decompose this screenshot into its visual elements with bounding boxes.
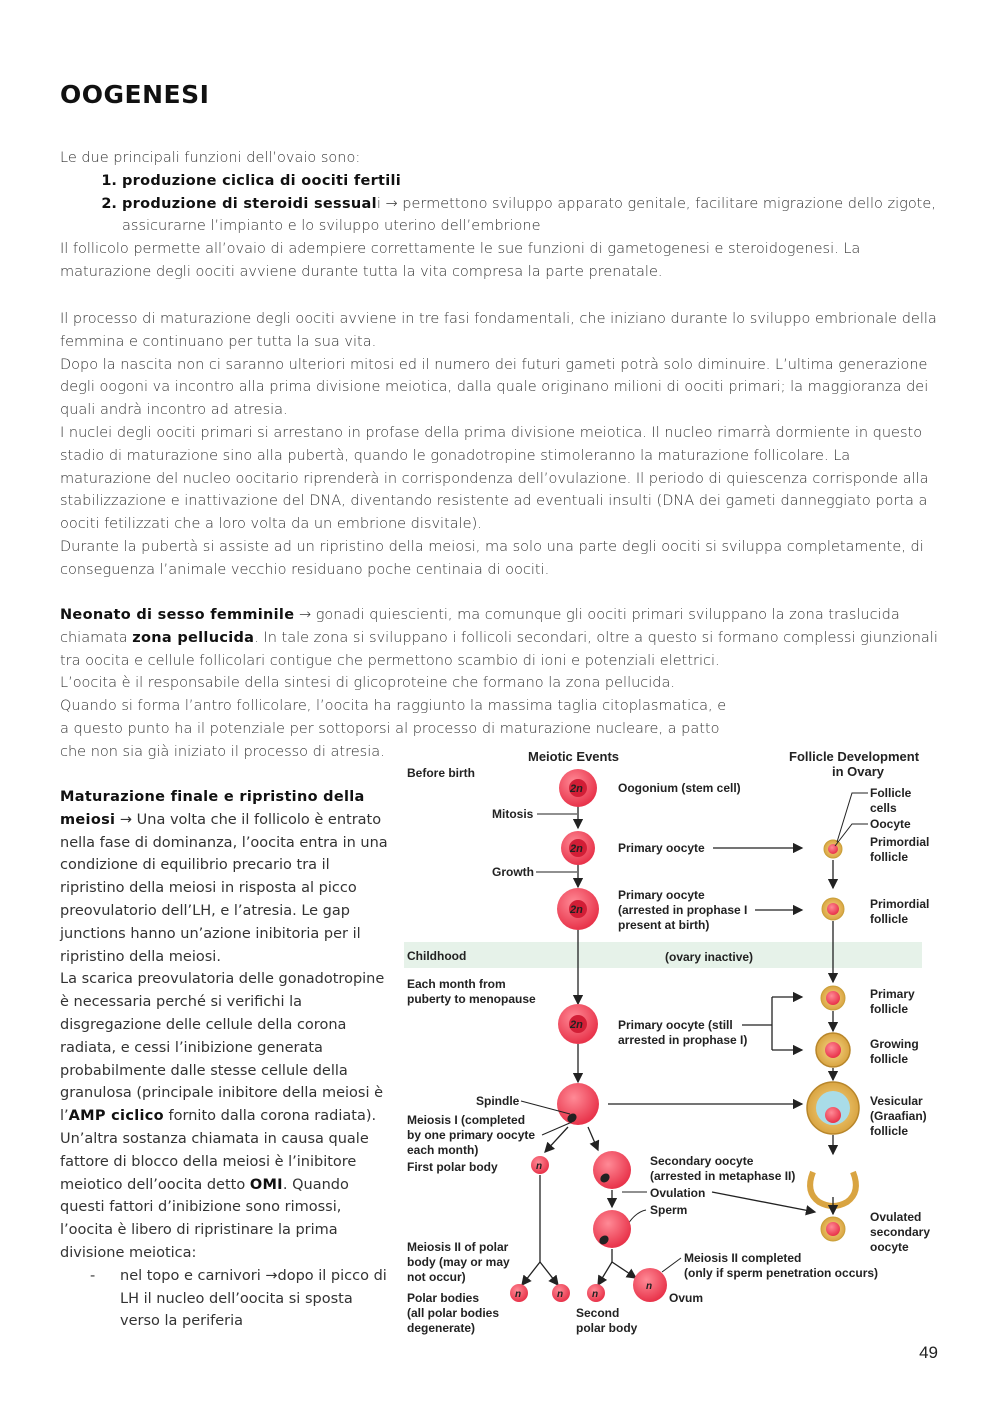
still-arrested-label: Primary oocyte (still: [618, 1018, 733, 1032]
label-2n: 2n: [570, 843, 583, 855]
spindle-label: Spindle: [476, 1094, 520, 1108]
primary-arrested-label: Primary oocyte: [618, 888, 705, 902]
second-polar-body-label: Second: [576, 1306, 620, 1320]
intro-section: [60, 147, 940, 284]
label-n: n: [592, 1289, 599, 1300]
mitosis-label: Mitosis: [492, 807, 534, 821]
meiosis-ii-completed-label: Meiosis II completed: [684, 1251, 802, 1265]
primary-arrested-label-2: (arrested in prophase I: [618, 903, 748, 917]
label-2n: 2n: [570, 904, 583, 916]
label-2n: 2n: [570, 783, 583, 795]
paragraph: L’oocita è il responsabile della sintesi di glicoproteine che formano la zona pellucida.: [60, 675, 676, 692]
maturation-section: [60, 308, 940, 582]
intro-text: Le due principali funzioni dell’ovaio sono:: [60, 150, 361, 166]
paragraph: Il processo di maturazione degli oociti avviene in tre fasi fondamentali, che iniziano durante lo sviluppo embrionale della femmina e continuano per tutta la sua vita.: [60, 311, 937, 350]
vesicular-follicle-label-2: (Graafian): [870, 1109, 927, 1123]
page-number: 49: [919, 1343, 938, 1362]
ovary-inactive-label: (ovary inactive): [665, 950, 754, 964]
primary-follicle-label-2: follicle: [870, 1002, 909, 1016]
label-n: n: [557, 1289, 564, 1300]
bold-term: AMP ciclico: [68, 1108, 164, 1125]
second-polar-body-label-2: polar body: [576, 1321, 638, 1335]
ovulated-label-2: secondary: [870, 1225, 931, 1239]
paragraph: Il follicolo permette all’ovaio di adempiere correttamente le sue funzioni di gametogenesi e steroidogenesi. La maturazione degli oociti avviene durante tutta la vita compresa la parte prenatale.: [60, 241, 861, 280]
paragraph: I nuclei degli oociti primari si arrestano in profase della prima divisione meiotica. Il nucleo rimarrà dormiente in questo stadio di maturazione sino alla pubertà, quando le gonadotropine stimoleranno la maturazione follicolare. La maturazione del nucleo oocitario riprenderà in corrispondenza dell’ovulazione. Il periodo di quiescenza corrisponde alla stabilizzazione e inattivazione del DNA, diventando resistente ad eventuali insulti (DNA dei gameti danneggiato porta a oociti fetilizzati che a loro volta da un embrione disvitale).: [60, 424, 929, 533]
bold-term: OMI: [249, 1176, 283, 1193]
newborn-section: [60, 604, 940, 764]
primary-arrested-label-3: present at birth): [618, 918, 710, 932]
ovum-label: Ovum: [669, 1291, 704, 1305]
polar-bodies-label-3: degenerate): [407, 1321, 476, 1335]
growth-label: Growth: [492, 865, 534, 879]
meiosis-i-cell: [557, 1083, 599, 1125]
primordial-follicle-label: Primordial: [870, 835, 930, 849]
list-item-text: i → permettono sviluppo apparato genitale, facilitare migrazione dello zigote, assicurarne l’impianto e lo sviluppo uterino dell’embrione: [122, 195, 936, 235]
follicle-cells-label-2: cells: [870, 801, 897, 815]
functions-list: [60, 170, 940, 238]
meiosis-i-label-2: by one primary oocyte: [407, 1128, 536, 1142]
fertilized-oocyte-cell: [593, 1210, 631, 1248]
meiosis-i-label-3: each month): [407, 1143, 479, 1157]
growing-follicle-label: Growing: [870, 1037, 919, 1051]
bold-term: Neonato di sesso femminile: [60, 607, 295, 623]
paragraph: Dopo la nascita non ci saranno ulteriori mitosi ed il numero dei futuri gameti potrà solo diminuire. L’ultima generazione degli oogoni va incontro alla prima divisione meiotica, dalla quale originano milioni di oociti primari; la maggioranza dei quali andrà incontro ad atresia.: [60, 356, 929, 419]
sperm-label: Sperm: [650, 1203, 688, 1217]
polar-bodies-label-2: (all polar bodies: [407, 1306, 500, 1320]
page-title: OOGENESI: [60, 80, 210, 109]
label-n: n: [646, 1281, 653, 1292]
paragraph: Quando si forma l’antro follicolare, l’oocita ha raggiunto la massima taglia citoplasmatica, e a questo punto ha il potenziale per sottoporsi al processo di maturazione nucleare, a patto che non sia già iniziato il processo di atresia.: [60, 698, 727, 760]
primordial-follicle-label: Primordial: [870, 897, 930, 911]
meiosis-i-label: Meiosis I (completed: [407, 1113, 526, 1127]
list-item-bold: produzione di steroidi sessual: [122, 195, 377, 212]
each-month-label-2: puberty to menopause: [407, 992, 536, 1006]
paragraph: Durante la pubertà si assiste ad un ripristino della meiosi, ma solo una parte degli oociti si sviluppa completamente, di conseguenza l’animale vecchio residuano poche centinaia di oociti.: [60, 538, 924, 578]
meiosis-ii-completed-label-2: (only if sperm penetration occurs): [684, 1266, 879, 1280]
oogonium-label: Oogonium (stem cell): [618, 781, 741, 795]
ovulated-label-3: oocyte: [870, 1240, 909, 1254]
each-month-label: Each month from: [407, 977, 506, 991]
still-arrested-label-2: arrested in prophase I): [618, 1033, 748, 1047]
first-polar-body-label: First polar body: [407, 1160, 498, 1174]
secondary-oocyte-label: Secondary oocyte: [650, 1154, 754, 1168]
label-2n: 2n: [570, 1019, 583, 1031]
ovulation-label: Ovulation: [650, 1186, 706, 1200]
vesicular-follicle-label: Vesicular: [870, 1094, 923, 1108]
oocyte-label: Oocyte: [870, 817, 911, 831]
ovulated-label: Ovulated: [870, 1210, 922, 1224]
polar-bodies-label: Polar bodies: [407, 1291, 480, 1305]
primordial-follicle-label-2: follicle: [870, 850, 909, 864]
paragraph: Maturazione finale e ripristino della meiosi → Una volta che il follicolo è entrato nella fase di dominanza, l’oocita entra in una condizione di equilibrio precario tra il ripristino della meiosi in risposta al picco preovulatorio dell’LH, e l’atresia. Le gap junctions hanno un’azione inibitoria per il ripristino della meiosi.: [60, 789, 388, 965]
growing-follicle-label-2: follicle: [870, 1052, 909, 1066]
header-follicle-2: in Ovary: [832, 764, 885, 779]
primordial-follicle-label-2: follicle: [870, 912, 909, 926]
follicle-cells-label: Follicle: [870, 786, 912, 800]
list-item: [122, 170, 940, 193]
secondary-oocyte-cell: [593, 1151, 631, 1189]
final-maturation-section: [60, 786, 396, 1333]
paragraph: Neonato di sesso femminile → gonadi quiescienti, ma comunque gli oociti primari sviluppano la zona traslucida chiamata zona pellucida. In tale zona si sviluppano i follicoli secondari, oltre a questo si formano complessi giunzionali tra oocita e cellule follicolari contigue che permettono scambio di ioni e potenziali elettrici.: [60, 607, 938, 669]
paragraph: La scarica preovulatoria delle gonadotropine è necessaria perché si verifichi la disgregazione delle cellule della corona radiata, e cessi l’inibizione generata probabilmente dalle stesse cellule della granulosa (principale inibitore della meiosi è l’AMP ciclico fornito dalla corona radiata). Un’altra sostanza chiamata in causa quale fattore di blocco della meiosi è l’inibitore meiotico dell’oocita detto OMI. Quando questi fattori d’inibizione sono rimossi, l’oocita è libero di ripristinare la prima divisione meiotica:: [60, 971, 385, 1261]
meiosis-ii-polar-label-2: body (may or may: [407, 1255, 510, 1269]
header-meiotic: Meiotic Events: [528, 749, 620, 764]
bold-term: zona pellucida: [132, 629, 255, 646]
label-n: n: [536, 1161, 543, 1172]
list-item: - nel topo e carnivori →dopo il picco di LH il nucleo dell’oocita si sposta verso la periferia: [120, 1265, 396, 1333]
before-birth-label: Before birth: [407, 766, 476, 780]
list-item-bold: produzione ciclica di oociti fertili: [122, 172, 402, 189]
primary-oocyte-label: Primary oocyte: [618, 841, 705, 855]
childhood-band: [404, 942, 922, 968]
label-n: n: [515, 1289, 522, 1300]
vesicular-follicle-label-3: follicle: [870, 1124, 909, 1138]
list-item: [122, 193, 940, 239]
bold-term: Maturazione finale e ripristino della meiosi: [60, 789, 365, 828]
childhood-label: Childhood: [407, 949, 467, 963]
meiosis-ii-polar-label-3: not occur): [407, 1270, 466, 1284]
primary-follicle-label: Primary: [870, 987, 915, 1001]
meiosis-ii-polar-label: Meiosis II of polar: [407, 1240, 509, 1254]
oogenesis-diagram: [400, 742, 940, 1342]
bullet-list: [60, 1265, 396, 1333]
header-follicle: Follicle Development: [789, 749, 920, 764]
secondary-oocyte-label-2: (arrested in metaphase II): [650, 1169, 796, 1183]
